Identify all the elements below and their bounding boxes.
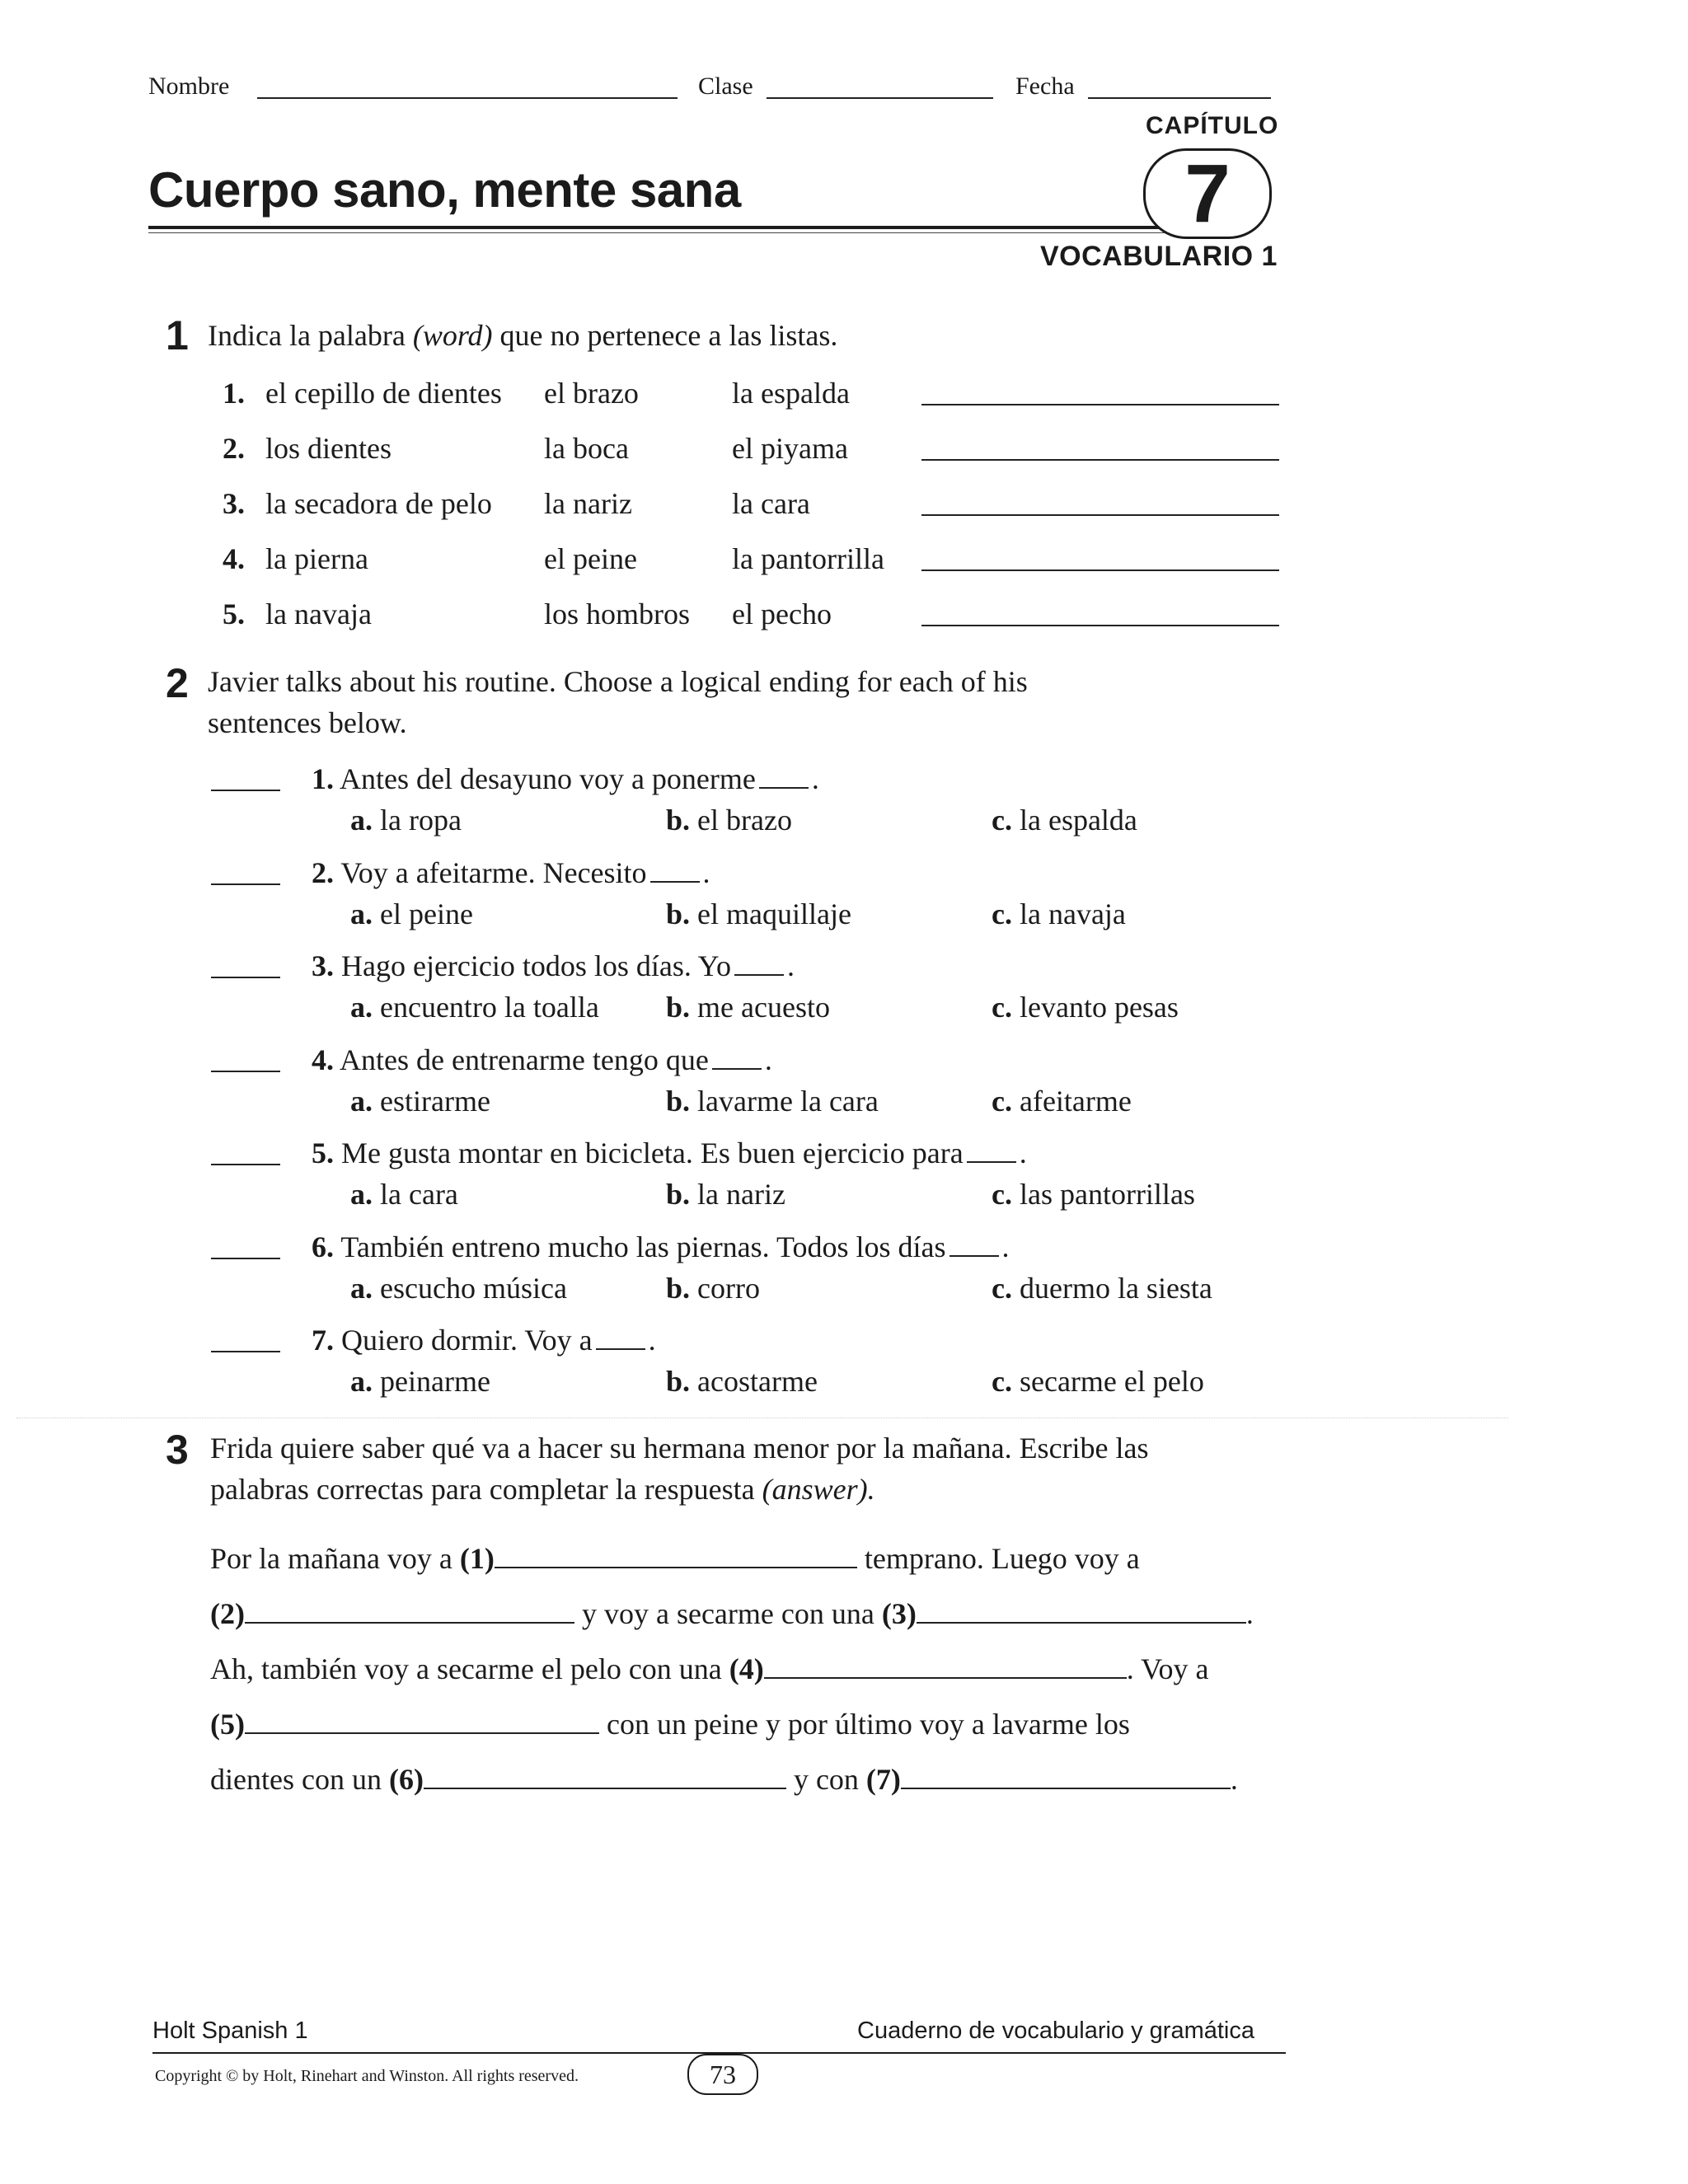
word-c: el piyama [732, 432, 848, 465]
nombre-field[interactable] [257, 97, 678, 99]
item-number: 2. [312, 856, 334, 889]
option-c [992, 803, 1137, 838]
option-letter: a. [350, 1365, 373, 1398]
option-letter: a. [350, 898, 373, 930]
item-number: 6. [312, 1230, 334, 1263]
blank-number: (5) [210, 1708, 245, 1741]
option-b [666, 803, 792, 838]
option-text: escucho música [380, 1272, 567, 1305]
option-text: el peine [380, 898, 473, 930]
answer-line[interactable] [211, 883, 280, 885]
blank-number: (6) [388, 1763, 424, 1796]
option-text: las pantorrillas [1019, 1178, 1195, 1211]
copyright: Copyright © by Holt, Rinehart and Winston. All rights reserved. [155, 2067, 579, 2085]
page-number: 73 [710, 2059, 736, 2089]
question-text: 3. Hago ejercicio todos los días. Yo . [312, 949, 795, 982]
option-letter: c. [992, 1272, 1012, 1305]
answer-line[interactable] [211, 1071, 280, 1072]
option-letter: b. [666, 804, 691, 837]
answer-line[interactable] [921, 404, 1279, 405]
exercise-number: 2 [166, 660, 189, 706]
option-a [350, 1364, 490, 1399]
word-b: el peine [544, 542, 637, 575]
answer-line[interactable] [921, 514, 1279, 516]
clase-field[interactable] [767, 97, 993, 99]
nombre-label: Nombre [148, 73, 230, 100]
answer-line[interactable] [921, 625, 1279, 626]
paragraph-line-2: (2) y voy a secarme con una (3) . [210, 1597, 1254, 1630]
word-a: el cepillo de dientes [265, 377, 502, 410]
title-rule [148, 226, 1199, 229]
option-letter: a. [350, 1085, 373, 1118]
question-text: 1. Antes del desayuno voy a ponerme . [312, 762, 819, 795]
option-c [992, 1271, 1212, 1306]
word-c: la cara [732, 487, 810, 520]
option-text: la nariz [697, 1178, 785, 1211]
option-a [350, 1084, 490, 1119]
chapter-number: 7 [1184, 148, 1231, 240]
option-a [350, 897, 473, 932]
answer-blank-7[interactable] [901, 1765, 1231, 1789]
answer-blank-5[interactable] [245, 1709, 599, 1734]
answer-line[interactable] [211, 1258, 280, 1259]
item-number: 4. [312, 1043, 334, 1076]
option-letter: c. [992, 1365, 1012, 1398]
option-letter: b. [666, 898, 691, 930]
word-b: la boca [544, 432, 629, 465]
question-text: 6. También entreno mucho las piernas. Todos los días . [312, 1230, 1010, 1263]
question-stem: Voy a afeitarme. Necesito [340, 856, 647, 889]
inline-blank [950, 1232, 999, 1257]
option-letter: b. [666, 1272, 691, 1305]
item-number: 3. [223, 487, 245, 520]
paragraph-line-3: Ah, también voy a secarme el pelo con una (4) . Voy a [210, 1652, 1209, 1685]
option-c [992, 897, 1126, 932]
fecha-field[interactable] [1088, 97, 1271, 99]
blank-number: (7) [865, 1763, 901, 1796]
answer-line[interactable] [211, 1164, 280, 1165]
item-number: 3. [312, 949, 334, 982]
footer-book-title: Holt Spanish 1 [152, 2018, 308, 2044]
answer-line[interactable] [921, 569, 1279, 571]
question-stem: Antes del desayuno voy a ponerme [340, 762, 756, 795]
inline-blank [596, 1325, 645, 1350]
page-title: Cuerpo sano, mente sana [148, 162, 741, 218]
option-letter: c. [992, 898, 1012, 930]
option-text: duermo la siesta [1019, 1272, 1212, 1305]
option-c [992, 1364, 1204, 1399]
word-c: la pantorrilla [732, 542, 884, 575]
option-text: la ropa [380, 804, 462, 837]
option-letter: c. [992, 1085, 1012, 1118]
inline-blank [734, 951, 784, 976]
option-b [666, 1084, 879, 1119]
option-letter: c. [992, 991, 1012, 1024]
option-text: estirarme [380, 1085, 490, 1118]
answer-line[interactable] [211, 790, 280, 791]
answer-line[interactable] [211, 977, 280, 978]
option-letter: c. [992, 804, 1012, 837]
inline-blank [759, 764, 809, 789]
word-b: los hombros [544, 598, 691, 630]
word-a: la secadora de pelo [265, 487, 492, 520]
option-letter: a. [350, 1272, 373, 1305]
option-text: peinarme [380, 1365, 490, 1398]
footer-book-name: Cuaderno de vocabulario y gramática [857, 2018, 1254, 2044]
item-number: 7. [312, 1324, 334, 1357]
word-c: el pecho [732, 598, 832, 630]
paragraph-line-5: dientes con un (6) y con (7) . [210, 1763, 1238, 1796]
option-text: afeitarme [1019, 1085, 1132, 1118]
option-text: secarme el pelo [1019, 1365, 1204, 1398]
word-c: la espalda [732, 377, 850, 410]
option-text: la cara [380, 1178, 458, 1211]
answer-line[interactable] [211, 1351, 280, 1352]
option-text: me acuesto [697, 991, 830, 1024]
option-c [992, 1177, 1195, 1212]
option-text: el maquillaje [697, 898, 851, 930]
option-text: corro [697, 1272, 760, 1305]
option-b [666, 1271, 760, 1306]
question-stem: Antes de entrenarme tengo que [340, 1043, 709, 1076]
item-number: 1. [312, 762, 334, 795]
item-number: 5. [223, 598, 245, 630]
question-stem: También entreno mucho las piernas. Todos los días [340, 1230, 946, 1263]
question-text: 7. Quiero dormir. Voy a . [312, 1324, 656, 1357]
item-number: 2. [223, 432, 245, 465]
question-stem: Me gusta montar en bicicleta. Es buen ejercicio para [341, 1137, 964, 1169]
answer-line[interactable] [921, 459, 1279, 461]
item-number: 4. [223, 542, 245, 575]
exercise-instructions: Frida quiere saber qué va a hacer su hermana menor por la mañana. Escribe las [210, 1432, 1149, 1465]
item-number: 1. [223, 377, 245, 410]
answer-blank-3[interactable] [917, 1599, 1246, 1624]
capitulo-label: CAPÍTULO [1146, 112, 1279, 139]
answer-blank-2[interactable] [245, 1599, 574, 1624]
blank-number: (3) [881, 1597, 917, 1630]
item-number: 5. [312, 1137, 334, 1169]
question-text: 5. Me gusta montar en bicicleta. Es buen ejercicio para . [312, 1137, 1027, 1169]
option-text: acostarme [697, 1365, 818, 1398]
option-text: la espalda [1019, 804, 1137, 837]
option-a [350, 990, 599, 1025]
option-b [666, 1177, 785, 1212]
option-letter: b. [666, 1365, 691, 1398]
question-stem: Hago ejercicio todos los días. Yo [341, 949, 731, 982]
word-a: la navaja [265, 598, 372, 630]
option-a [350, 803, 462, 838]
option-c [992, 1084, 1132, 1119]
answer-blank-6[interactable] [424, 1765, 786, 1789]
option-c [992, 990, 1179, 1025]
section-label: VOCABULARIO 1 [1040, 241, 1278, 272]
option-letter: b. [666, 991, 691, 1024]
option-text: la navaja [1019, 898, 1126, 930]
question-text: 4. Antes de entrenarme tengo que . [312, 1043, 772, 1076]
option-letter: a. [350, 991, 373, 1024]
option-letter: b. [666, 1178, 691, 1211]
inline-blank [650, 858, 700, 883]
inline-blank [967, 1138, 1016, 1163]
exercise-instructions-cont: sentences below. [208, 706, 407, 739]
exercise-instructions: Javier talks about his routine. Choose a logical ending for each of his [208, 665, 1028, 698]
question-stem: Quiero dormir. Voy a [341, 1324, 593, 1357]
option-letter: b. [666, 1085, 691, 1118]
paragraph-line-1: Por la mañana voy a (1) temprano. Luego voy a [210, 1542, 1140, 1575]
word-a: la pierna [265, 542, 368, 575]
page-number-badge [687, 2054, 758, 2095]
option-text: encuentro la toalla [380, 991, 599, 1024]
exercise-instructions-cont: palabras correctas para completar la respuesta (answer). [210, 1473, 875, 1506]
question-text: 2. Voy a afeitarme. Necesito . [312, 856, 710, 889]
option-letter: a. [350, 804, 373, 837]
chapter-number-badge [1143, 148, 1272, 239]
word-b: la nariz [544, 487, 632, 520]
option-b [666, 1364, 818, 1399]
blank-number: (1) [459, 1542, 495, 1575]
answer-blank-4[interactable] [764, 1654, 1127, 1679]
option-letter: c. [992, 1178, 1012, 1211]
fecha-label: Fecha [1015, 73, 1075, 100]
title-rule-thin [148, 232, 1199, 233]
option-b [666, 990, 830, 1025]
option-text: lavarme la cara [697, 1085, 879, 1118]
exercise-number: 3 [166, 1427, 189, 1473]
exercise-instructions: Indica la palabra (word) que no pertenece a las listas. [208, 319, 838, 352]
exercise-number: 1 [166, 312, 189, 359]
option-text: el brazo [697, 804, 792, 837]
blank-number: (2) [210, 1597, 245, 1630]
option-a [350, 1271, 567, 1306]
clase-label: Clase [698, 73, 753, 100]
blank-number: (4) [729, 1652, 764, 1685]
word-b: el brazo [544, 377, 639, 410]
option-text: levanto pesas [1019, 991, 1179, 1024]
inline-blank [712, 1045, 762, 1070]
paragraph-line-4: (5) con un peine y por último voy a lavarme los [210, 1708, 1130, 1741]
option-letter: a. [350, 1178, 373, 1211]
option-a [350, 1177, 458, 1212]
answer-blank-1[interactable] [495, 1544, 857, 1568]
option-b [666, 897, 851, 932]
word-a: los dientes [265, 432, 392, 465]
